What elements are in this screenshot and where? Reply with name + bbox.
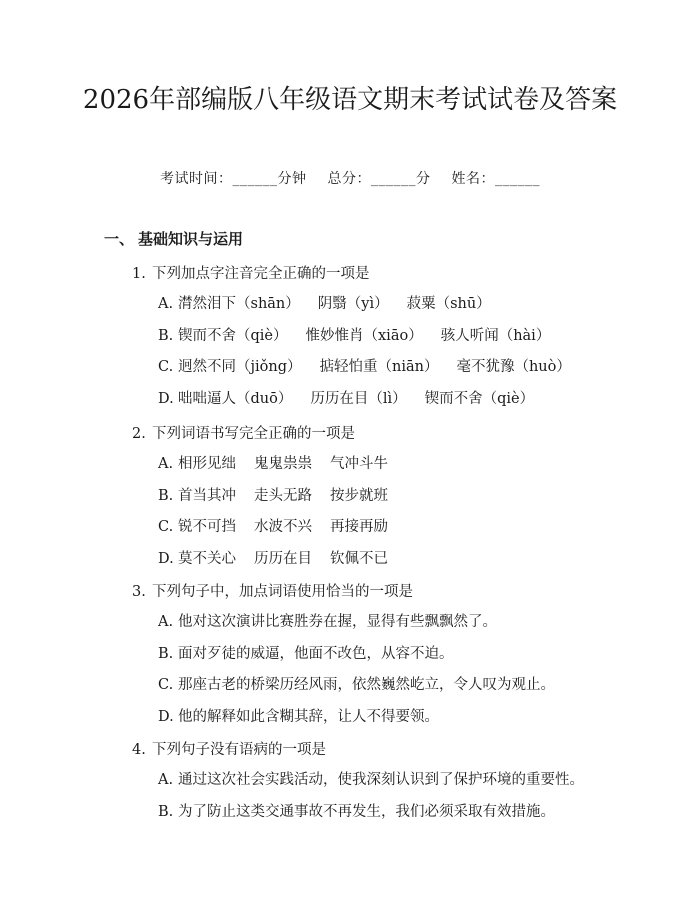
section-heading	[104, 228, 243, 249]
option-item: 历历在目（lì）	[310, 390, 407, 407]
option-item: 历历在目	[254, 550, 312, 567]
option-item: 迥然不同（jiǒng）	[178, 359, 302, 375]
option-item: 鬼鬼祟祟	[254, 456, 312, 472]
option-label: D.	[158, 550, 174, 567]
question-2	[132, 422, 355, 443]
option-label: B.	[158, 645, 174, 662]
exam-score: 总分：______分	[327, 171, 431, 187]
option-c	[158, 673, 573, 694]
option-c	[158, 355, 589, 376]
exam-meta	[0, 168, 700, 188]
option-label: C.	[158, 359, 174, 375]
option-a	[158, 452, 406, 473]
option-item: 潸然泪下（shān）	[178, 296, 300, 312]
option-item: 菽粟（shū）	[406, 296, 491, 312]
option-label: B.	[158, 803, 174, 820]
option-item: 通过这次社会实践活动，使我深刻认识到了保护环境的重要性。	[178, 772, 584, 788]
option-item: 锐不可挡	[178, 519, 236, 535]
option-label: A.	[158, 296, 174, 312]
question-number: 2.	[132, 426, 146, 442]
option-b	[158, 800, 573, 821]
question-number: 3.	[132, 584, 146, 600]
question-3	[132, 580, 413, 601]
exam-time: 考试时间：______分钟	[160, 171, 307, 187]
question-text: 下列加点字注音完全正确的一项是	[152, 266, 370, 282]
option-label: A.	[158, 772, 174, 788]
option-d	[158, 705, 457, 726]
option-item: 掂轻怕重（niān）	[319, 359, 439, 375]
exam-name: 姓名：______	[451, 171, 540, 187]
option-item: 阴翳（yì）	[317, 296, 389, 312]
option-item: 莫不关心	[178, 550, 236, 567]
option-label: B.	[158, 327, 174, 344]
question-text: 下列句子没有语病的一项是	[152, 742, 326, 758]
question-number: 1.	[132, 266, 146, 282]
option-label: C.	[158, 677, 174, 693]
option-item: 他对这次演讲比赛胜券在握，显得有些飘飘然了。	[178, 614, 497, 630]
option-label: B.	[158, 487, 174, 504]
question-text: 下列词语书写完全正确的一项是	[152, 426, 355, 442]
option-b	[158, 324, 568, 345]
option-item: 骇人听闻（hài）	[440, 327, 551, 344]
option-label: D.	[158, 708, 174, 725]
option-label: A.	[158, 456, 174, 472]
question-number: 4.	[132, 742, 146, 758]
option-item: 锲而不舍（qiè）	[178, 327, 288, 344]
option-item: 锲而不舍（qiè）	[424, 390, 535, 407]
option-item: 气冲斗牛	[330, 456, 388, 472]
question-4	[132, 738, 326, 759]
option-label: D.	[158, 390, 174, 407]
option-a	[158, 610, 515, 631]
question-1	[132, 262, 370, 283]
option-b	[158, 642, 472, 663]
option-item: 惟妙惟肖（xiāo）	[305, 327, 423, 344]
option-d	[158, 547, 406, 568]
section-number: 一、	[104, 230, 135, 248]
option-label: C.	[158, 519, 174, 535]
option-d	[158, 387, 552, 408]
option-a	[158, 292, 509, 313]
option-item: 首当其冲	[178, 487, 236, 504]
option-item: 钦佩不已	[330, 550, 388, 567]
option-c	[158, 515, 406, 536]
section-title: 基础知识与运用	[138, 230, 244, 248]
page-title: 2026年部编版八年级语文期末考试试卷及答案	[82, 85, 618, 115]
option-b	[158, 484, 406, 505]
option-item: 那座古老的桥梁历经风雨，依然巍然屹立，令人叹为观止。	[178, 677, 555, 693]
option-item: 水波不兴	[254, 519, 312, 535]
option-item: 按步就班	[330, 487, 388, 504]
option-a	[158, 768, 602, 789]
option-label: A.	[158, 614, 174, 630]
question-text: 下列句子中，加点词语使用恰当的一项是	[152, 584, 413, 600]
option-item: 为了防止这类交通事故不再发生，我们必须采取有效措施。	[178, 803, 555, 820]
option-item: 毫不犹豫（huò）	[456, 359, 571, 375]
option-item: 相形见绌	[178, 456, 236, 472]
option-item: 面对歹徒的威逼，他面不改色，从容不迫。	[178, 645, 454, 662]
option-item: 走头无路	[254, 487, 312, 504]
option-item: 再接再励	[330, 519, 388, 535]
option-item: 他的解释如此含糊其辞，让人不得要领。	[178, 708, 439, 725]
option-item: 咄咄逼人（duō）	[178, 390, 293, 407]
